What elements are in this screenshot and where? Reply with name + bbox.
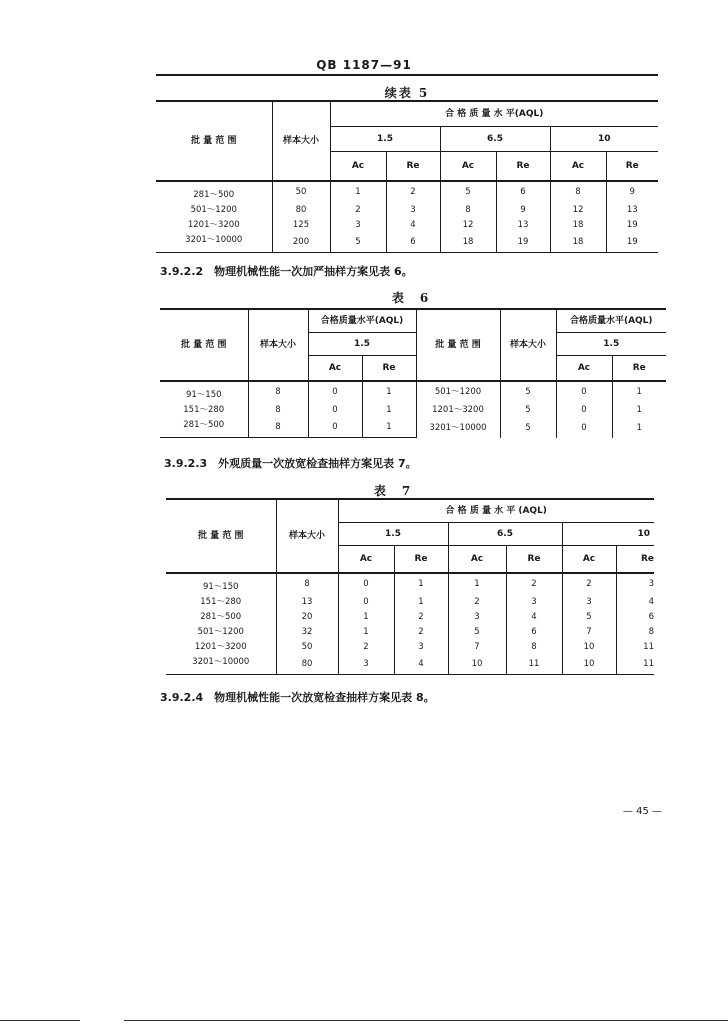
table7-cell: 3201～10000 (166, 655, 276, 675)
table7-cell: 50 (276, 640, 338, 655)
table6-aql-level-right: 1.5 (556, 333, 666, 356)
page-number: — 45 — (622, 806, 662, 817)
table5-cell: 12 (550, 203, 606, 218)
table6-cell: 0 (308, 418, 362, 438)
table7-cell: 20 (276, 610, 338, 625)
clause-3-9-2-3: 3.9.2.3 外观质量一次放宽检查抽样方案见表 7。 (164, 457, 417, 470)
table7-cell: 0 (338, 595, 394, 610)
standard-code: QB 1187—91 (316, 58, 412, 72)
table6-cell: 5 (500, 418, 556, 438)
table5-sample-header: 样本大小 (272, 101, 330, 181)
table5-cell: 18 (440, 233, 496, 253)
table6-cell: 3201～10000 (416, 418, 500, 438)
table7-cell: 2 (448, 595, 506, 610)
table5-cell: 6 (386, 233, 440, 253)
table6-cell: 1201～3200 (416, 403, 500, 418)
table6 (160, 308, 666, 438)
table6-cell: 0 (556, 418, 612, 438)
table5-cell: 1 (330, 181, 386, 203)
table7-subheader: Re (616, 546, 654, 574)
table5-subheader: Ac (550, 152, 606, 182)
table7-cell: 1 (338, 610, 394, 625)
table6-cell: 8 (248, 403, 308, 418)
table5-lot-header: 批 量 范 围 (156, 101, 272, 181)
table7-sample-header: 样本大小 (276, 499, 338, 573)
table6-sample-header-right: 样本大小 (500, 309, 556, 381)
table6-cell: 0 (556, 381, 612, 403)
table6-cell: 1 (636, 387, 642, 398)
table7-cell: 1 (394, 595, 448, 610)
table7-cell: 5 (448, 625, 506, 640)
table7-caption: 表 7 (373, 484, 413, 498)
table7-cell: 2 (394, 625, 448, 640)
table5-cell: 18 (550, 218, 606, 233)
table7-cell: 2 (394, 610, 448, 625)
table7-subheader: Re (506, 546, 562, 574)
table7-cell: 10 (448, 655, 506, 675)
footer-rule-left (0, 1020, 80, 1021)
table6-aql-title-left: 合格质量水平(AQL) (308, 309, 416, 333)
table6-cell: 0 (556, 403, 612, 418)
table7 (166, 498, 654, 675)
table7-cell: 3 (562, 595, 616, 610)
footer-rule-right (124, 1020, 728, 1021)
table5-subheader: Re (606, 152, 658, 182)
table6-cell: 1 (362, 418, 416, 438)
table5-cell: 50 (272, 181, 330, 203)
table5-cell: 13 (626, 205, 638, 216)
table6-lot-header-right: 批 量 范 围 (416, 309, 500, 381)
table6-cell: 501～1200 (416, 381, 500, 403)
table5-subheader: Re (496, 152, 550, 182)
table5-subheader: Ac (440, 152, 496, 182)
table6-subheader: Re (612, 356, 666, 382)
table5-subheader: Re (386, 152, 440, 182)
table5-cell: 8 (550, 181, 606, 203)
table7-cell: 3 (448, 610, 506, 625)
table6-sample-header: 样本大小 (248, 309, 308, 381)
table5-cell: 3 (386, 203, 440, 218)
table6-cell: 0 (308, 381, 362, 403)
clause-3-9-2-2: 3.9.2.2 物理机械性能一次加严抽样方案见表 6。 (160, 265, 413, 278)
table7-cell: 151～280 (166, 595, 276, 610)
table7-aql-level: 6.5 (448, 523, 562, 546)
table7-subheader: Ac (338, 546, 394, 574)
table7-cell: 4 (394, 655, 448, 675)
header-rule (156, 74, 658, 76)
table5-aql-title: 合 格 质 量 水 平(AQL) (330, 101, 658, 127)
table6-cell: 8 (248, 418, 308, 438)
table6-subheader: Re (362, 356, 416, 382)
table5-cell: 9 (496, 203, 550, 218)
table5-cell: 1201～3200 (156, 218, 272, 233)
table7-cell: 3 (506, 595, 562, 610)
table7-cell: 3 (338, 655, 394, 675)
table7-subheader: Re (394, 546, 448, 574)
table5-cell: 2 (386, 181, 440, 203)
table6-cell: 8 (248, 381, 308, 403)
table5-cell: 8 (440, 203, 496, 218)
table5-aql-level: 6.5 (440, 127, 550, 152)
table7-cell: 13 (276, 595, 338, 610)
table6-cell: 151～280 (160, 403, 248, 418)
table6-cell: 91～150 (160, 381, 248, 403)
table7-cell: 3 (648, 579, 654, 590)
table5-cell: 3201～10000 (156, 233, 272, 253)
table7-cell: 8 (506, 640, 562, 655)
table5-cell: 19 (496, 233, 550, 253)
table7-cell: 11 (643, 642, 654, 653)
table7-cell: 1 (394, 573, 448, 595)
table6-subheader: Ac (308, 356, 362, 382)
table7-cell: 80 (276, 655, 338, 675)
table5-cell: 18 (550, 233, 606, 253)
clause-3-9-2-4: 3.9.2.4 物理机械性能一次放宽检查抽样方案见表 8。 (160, 691, 435, 704)
table7-aql-level: 10 (562, 523, 654, 546)
table5-cell: 5 (330, 233, 386, 253)
table5-cell: 501～1200 (156, 203, 272, 218)
table7-cell: 1201～3200 (166, 640, 276, 655)
table7-cell: 8 (648, 627, 654, 638)
table5-cell: 4 (386, 218, 440, 233)
table7-cell: 0 (338, 573, 394, 595)
table5-subheader: Ac (330, 152, 386, 182)
table7-cell: 6 (506, 625, 562, 640)
table5-cell: 19 (626, 220, 638, 231)
table5-cell: 19 (606, 233, 658, 253)
table7-cell: 10 (562, 655, 616, 675)
table7-cell: 8 (276, 573, 338, 595)
table6-cell: 1 (636, 405, 642, 416)
table5-cell: 13 (496, 218, 550, 233)
table5-cell: 281～500 (156, 181, 272, 203)
table7-cell: 7 (448, 640, 506, 655)
table6-aql-level-left: 1.5 (308, 333, 416, 356)
table6-caption: 表 6 (391, 291, 431, 305)
table7-aql-title: 合 格 质 量 水 平 (AQL) (338, 499, 654, 523)
table5-aql-level: 10 (550, 127, 658, 152)
table6-cell: 1 (362, 403, 416, 418)
table7-subheader: Ac (562, 546, 616, 574)
table7-subheader: Ac (448, 546, 506, 574)
table7-aql-level: 1.5 (338, 523, 448, 546)
table5-aql-level: 1.5 (330, 127, 440, 152)
table7-cell: 2 (506, 573, 562, 595)
table7-lot-header: 批 量 范 围 (166, 499, 276, 573)
table7-cell: 1 (448, 573, 506, 595)
table6-cell: 281～500 (160, 418, 248, 438)
table7-cell: 5 (562, 610, 616, 625)
table7-cell: 10 (562, 640, 616, 655)
table6-cell: 1 (636, 422, 642, 433)
table5-cell: 5 (440, 181, 496, 203)
table5-cell: 12 (440, 218, 496, 233)
table6-cell: 5 (500, 403, 556, 418)
table5-cell: 80 (272, 203, 330, 218)
table7-cell: 3 (394, 640, 448, 655)
table6-cell: 1 (362, 381, 416, 403)
table7-cell: 32 (276, 625, 338, 640)
table6-aql-title-right: 合格质量水平(AQL) (556, 309, 666, 333)
table5-cell: 125 (272, 218, 330, 233)
table7-cell: 4 (648, 597, 654, 608)
table7-cell: 501～1200 (166, 625, 276, 640)
table5-cell: 6 (496, 181, 550, 203)
table5-caption: 续表 5 (384, 86, 430, 100)
table5-cell: 3 (330, 218, 386, 233)
table7-cell: 11 (506, 655, 562, 675)
table7-cell: 7 (562, 625, 616, 640)
table5-cell: 9 (629, 187, 635, 198)
table5-cell: 2 (330, 203, 386, 218)
table7-cell: 1 (338, 625, 394, 640)
table7-cell: 4 (506, 610, 562, 625)
table6-subheader: Ac (556, 356, 612, 382)
table6-cell: 0 (308, 403, 362, 418)
table6-cell: 5 (500, 381, 556, 403)
table7-cell: 6 (648, 612, 654, 623)
table7-cell: 11 (616, 655, 654, 675)
table6-lot-header: 批 量 范 围 (160, 309, 248, 381)
table7-cell: 2 (562, 573, 616, 595)
table7-cell: 281～500 (166, 610, 276, 625)
table5 (156, 100, 658, 253)
table5-cell: 200 (272, 233, 330, 253)
table7-cell: 91～150 (166, 573, 276, 595)
table7-cell: 2 (338, 640, 394, 655)
